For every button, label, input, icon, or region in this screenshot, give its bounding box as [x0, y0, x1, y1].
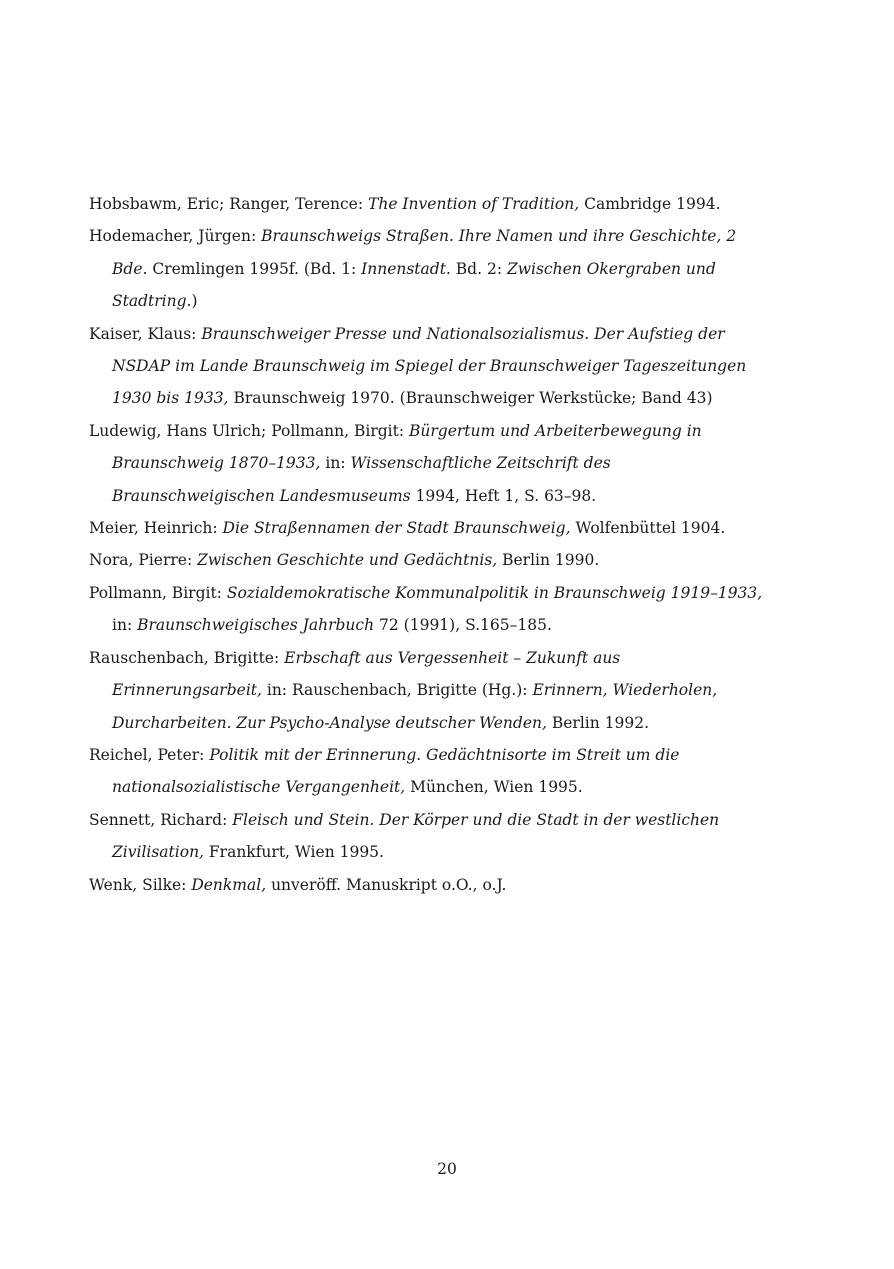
entry-title-text: Braunschweiger Presse und Nationalsozialismus. Der Aufstieg der NSDAP im Lande Braunschweig im Spiegel der Braunschweiger Tageszeitungen 1930 bis 1933, [112, 324, 747, 408]
entry-text: unveröff. Manuskript o.O., o.J. [266, 875, 507, 894]
entry-title-text: Denkmal, [191, 875, 267, 894]
entry-title-text: Politik mit der Erinnerung. Gedächtnisorte im Streit um die nationalsozialistische Vergangenheit, [112, 745, 680, 797]
entry-title-text: Wissenschaftliche Zeitschrift des Braunschweigischen Landesmuseums [112, 454, 611, 505]
entry-text: Pollmann, Birgit: [89, 583, 227, 602]
bibliography-entry [89, 544, 769, 576]
entry-title-text: The Invention of Tradition, [368, 195, 580, 213]
entry-text: Berlin 1990. [497, 551, 600, 570]
entry-text: Hodemacher, Jürgen: [89, 227, 262, 246]
entry-text: Cambridge 1994. [579, 195, 721, 213]
entry-text: Ludewig, Hans Ulrich; Pollmann, Birgit: [89, 421, 410, 440]
entry-title-text: Sozialdemokratische Kommunalpolitik in Braunschweig 1919–1933, [226, 583, 763, 602]
entry-text: Bd. 2: [450, 259, 507, 278]
entry-title-text: Braunschweigs Straßen. Ihre Namen und ihre Geschichte, 2 Bde. [112, 227, 737, 278]
entry-text: 1994, Heft 1, S. 63–98. [410, 486, 597, 505]
entry-title-text: Braunschweigisches Jahrbuch [137, 616, 375, 635]
entry-title-text: Erinnern, Wiederholen, Durcharbeiten. Zur Psycho-Analyse deutscher Wenden, [112, 681, 718, 732]
entry-title-text: Bürgertum und Arbeiterbewegung in Braunschweig 1870–1933, [112, 421, 702, 473]
entry-text: Rauschenbach, Brigitte: [89, 648, 285, 667]
entry-text: Sennett, Richard: [89, 810, 233, 829]
entry-text: in: Rauschenbach, Brigitte (Hg.): [261, 681, 533, 700]
bibliography-entry [89, 220, 769, 317]
bibliography-entry [89, 739, 769, 804]
page-number: 20 [437, 1160, 457, 1178]
entry-text: 72 (1991), S.165–185. [374, 616, 552, 635]
entry-text: Hobsbawm, Eric; Ranger, Terence: [89, 195, 368, 213]
entry-text: ) [191, 292, 198, 311]
entry-title-text: Fleisch und Stein. Der Körper und die Stadt in der westlichen Zivilisation, [112, 810, 720, 862]
entry-text: Reichel, Peter: [89, 745, 210, 764]
entry-text: Kaiser, Klaus: [89, 324, 202, 343]
bibliography-entry [89, 188, 769, 220]
entry-text: Nora, Pierre: [89, 551, 198, 570]
bibliography-entry [89, 577, 769, 642]
entry-title-text: Zwischen Geschichte und Gedächtnis, [197, 551, 498, 570]
entry-text: München, Wien 1995. [405, 778, 583, 797]
entry-text: Meier, Heinrich: [89, 519, 223, 538]
entry-text: Braunschweig 1970. (Braunschweiger Werkstücke; Band 43) [228, 389, 713, 408]
entry-text: in: [112, 616, 138, 635]
entry-title-text: Die Straßennamen der Stadt Braunschweig, [222, 519, 571, 538]
bibliography-entry [89, 642, 769, 739]
entry-text: Frankfurt, Wien 1995. [203, 843, 384, 862]
bibliography-entry [89, 869, 769, 901]
bibliography-entry [89, 415, 769, 512]
bibliography-list [89, 188, 769, 901]
entry-title-text: Zwischen Okergraben und Stadtring. [112, 259, 716, 311]
entry-title-text: Innenstadt. [361, 259, 451, 278]
entry-text: in: [320, 454, 351, 473]
entry-text: Wenk, Silke: [89, 875, 192, 894]
entry-title-text: Erbschaft aus Vergessenheit – Zukunft aus Erinnerungsarbeit, [112, 648, 621, 700]
bibliography-entry [89, 804, 769, 869]
bibliography-entry [89, 512, 769, 544]
bibliography-entry [89, 318, 769, 415]
entry-text: Cremlingen 1995f. (Bd. 1: [147, 259, 362, 278]
entry-text: Wolfenbüttel 1904. [570, 519, 726, 538]
entry-text: Berlin 1992. [546, 713, 650, 732]
